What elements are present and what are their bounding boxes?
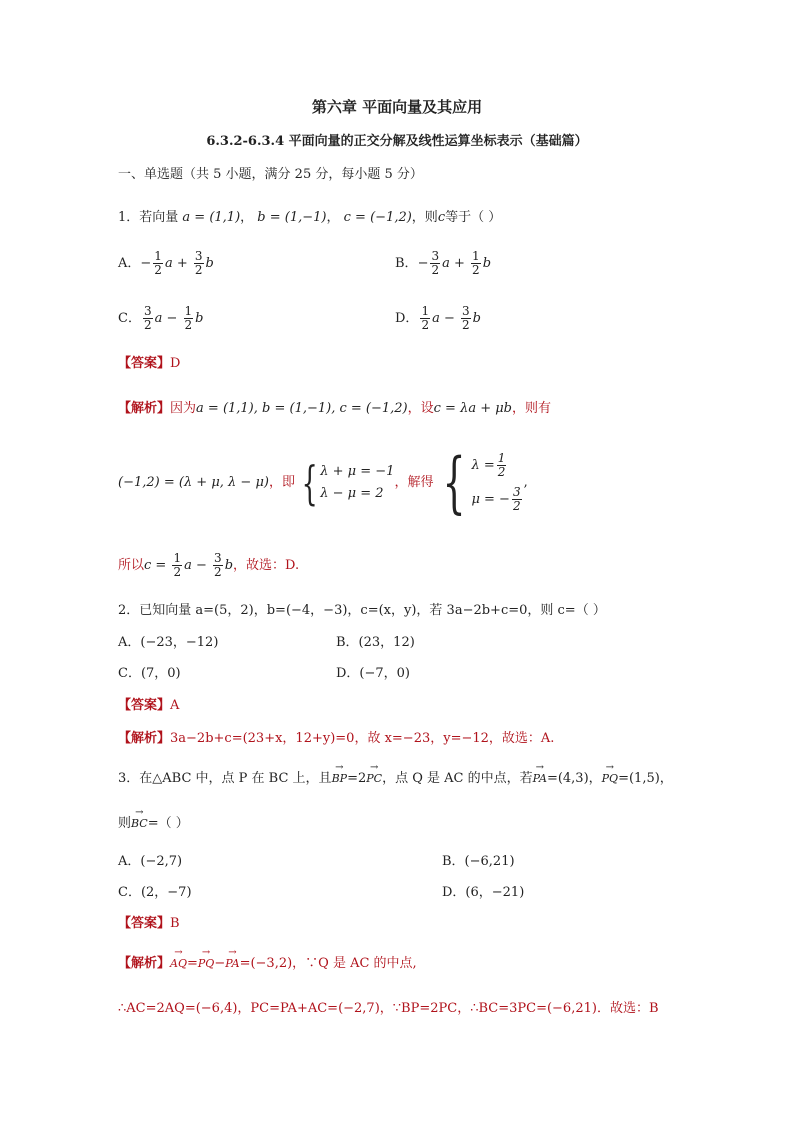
text: ，故选：D. bbox=[233, 558, 300, 573]
q1-option-a: A．− $\frac{1}{2}$ a + $\frac{3}{2}$ b bbox=[118, 249, 214, 277]
option-label: D． bbox=[395, 311, 419, 326]
q3-option-c: C．(2，−7) bbox=[118, 885, 192, 900]
vector-aq: → AQ bbox=[170, 955, 187, 973]
q1-vector-a: a = (1,1) bbox=[182, 210, 241, 225]
analysis-tag: 【解析】 bbox=[118, 731, 171, 746]
text: =2 bbox=[347, 771, 367, 786]
answer-value: A bbox=[170, 698, 180, 713]
text: 则 bbox=[118, 816, 132, 831]
option-label: C． bbox=[118, 311, 141, 326]
section-subtitle: 6.3.2-6.3.4 平面向量的正交分解及线性运算坐标表示（基础篇） bbox=[206, 134, 588, 149]
q2-option-b: B．(23，12) bbox=[336, 635, 415, 650]
text: 因为 bbox=[170, 401, 197, 416]
q1-vector-b: b = (1,−1) bbox=[257, 210, 327, 225]
q1-analysis-line3: 所以c = $\frac{1}{2}$ a − $\frac{3}{2}$ b，故选：D. bbox=[118, 551, 300, 579]
q2-option-a: A．(−23，−12) bbox=[118, 635, 219, 650]
text: ，即 bbox=[268, 475, 295, 490]
text: 3．在△ABC 中，点 P 在 BC 上，且 bbox=[118, 771, 332, 786]
q3-option-a: A．(−2,7) bbox=[118, 854, 183, 869]
q1-c-symbol: c bbox=[437, 210, 446, 225]
answer-tag: 【答案】 bbox=[118, 698, 171, 713]
q3-stem-line1 bbox=[118, 770, 673, 788]
q1-stem: 1．若向量 a = (1,1)， b = (1,−1)， c = (−1,2)，则c等于（ ） bbox=[118, 210, 502, 225]
text: ，点 Q 是 AC 的中点，若 bbox=[382, 771, 533, 786]
eq: μ = − bbox=[471, 492, 510, 507]
q3-stem-line2 bbox=[118, 815, 189, 833]
answer-value: B bbox=[170, 916, 180, 931]
q3-analysis-line2: ∴AC=2AQ=(−6,4)，PC=PA+AC=(−2,7)，∵BP=2PC，∴BC=3PC=(−6,21)．故选：B bbox=[118, 1001, 659, 1016]
system-equations: { λ + μ = −1 λ − μ = 2 bbox=[301, 456, 395, 510]
q2-option-d: D．(−7，0) bbox=[336, 666, 411, 681]
q2-stem bbox=[118, 602, 606, 620]
analysis-tag: 【解析】 bbox=[118, 956, 171, 971]
q3-option-d: D．(6，−21) bbox=[442, 885, 525, 900]
q1-vector-c: c = (−1,2) bbox=[343, 210, 412, 225]
q1-suffix2: 等于（ ） bbox=[445, 210, 502, 225]
text: ，解得 bbox=[394, 475, 434, 490]
math: c = λa + μb bbox=[433, 401, 512, 416]
q1-option-d: D． $\frac{1}{2}$ a − $\frac{3}{2}$ b bbox=[395, 304, 481, 332]
text: =(−3,2)，∵Q 是 AC 的中点, bbox=[239, 956, 417, 971]
answer-value: D bbox=[170, 356, 181, 371]
answer-tag: 【答案】 bbox=[118, 916, 171, 931]
text: ，设 bbox=[407, 401, 434, 416]
text: 3a−2b+c=(23+x，12+y)=0，故 x=−23，y=−12，故选：A. bbox=[170, 731, 555, 746]
math: a = (1,1), b = (1,−1), c = (−1,2) bbox=[196, 401, 408, 416]
option-label: B． bbox=[395, 256, 418, 271]
vector-pa: → PA bbox=[533, 770, 547, 788]
q1-analysis-line1 bbox=[118, 400, 551, 418]
vector-pa: → PA bbox=[225, 955, 239, 973]
vector-pq: → PQ bbox=[198, 955, 214, 973]
eq: λ = bbox=[471, 458, 495, 473]
vector-pc: → PC bbox=[366, 770, 382, 788]
vector-pq: → PQ bbox=[602, 770, 618, 788]
analysis-tag: 【解析】 bbox=[118, 401, 171, 416]
text: 2．已知向量 bbox=[118, 603, 196, 618]
q2-answer bbox=[118, 697, 179, 715]
q1-analysis-line2: (−1,2) = (λ + μ, λ − μ) ，即 { λ + μ = −1 λ − μ = 2 ，解得 { λ = $\frac{1}{2}$ μ = − $\frac{3}{2}$ , bbox=[118, 444, 528, 521]
eq: λ + μ = −1 bbox=[320, 464, 395, 479]
option-label: A． bbox=[118, 256, 141, 271]
text: =(1,5)， bbox=[618, 771, 673, 786]
vector-bp: → BP bbox=[332, 770, 348, 788]
eq: λ − μ = 2 bbox=[320, 486, 384, 501]
system-solution: { λ = $\frac{1}{2}$ μ = − $\frac{3}{2}$ bbox=[442, 444, 521, 521]
q2-option-c: C．(7，0) bbox=[118, 666, 181, 681]
q1-answer bbox=[118, 355, 180, 373]
q3-answer bbox=[118, 915, 180, 933]
text: a=(5，2)，b=(−4，−3)，c=(x，y)，若 3a−2b+c=0，则 c=（ ） bbox=[195, 603, 606, 618]
text: 所以 bbox=[118, 558, 145, 573]
section-heading: 一、单选题（共 5 小题，满分 25 分，每小题 5 分） bbox=[118, 167, 423, 182]
math: (−1,2) = (λ + μ, λ − μ) bbox=[118, 475, 269, 490]
q3-analysis-line1: 【解析】→ AQ=→ PQ−→ PA=(−3,2)，∵Q 是 AC 的中点, bbox=[118, 955, 417, 973]
text: =(4,3)， bbox=[546, 771, 602, 786]
text: =（ ） bbox=[147, 816, 189, 831]
q1-option-c: C． $\frac{3}{2}$ a − $\frac{1}{2}$ b bbox=[118, 304, 204, 332]
chapter-title: 第六章 平面向量及其应用 bbox=[311, 98, 483, 116]
q3-option-b: B．(−6,21) bbox=[442, 854, 515, 869]
answer-tag: 【答案】 bbox=[118, 356, 171, 371]
q2-analysis bbox=[118, 730, 554, 748]
text: ，则有 bbox=[512, 401, 552, 416]
q1-option-b: B．− $\frac{3}{2}$ a + $\frac{1}{2}$ b bbox=[395, 249, 492, 277]
q1-suffix: ，则 bbox=[411, 210, 438, 225]
q1-prefix: 1．若向量 bbox=[118, 210, 179, 225]
vector-bc: → BC bbox=[131, 815, 148, 833]
